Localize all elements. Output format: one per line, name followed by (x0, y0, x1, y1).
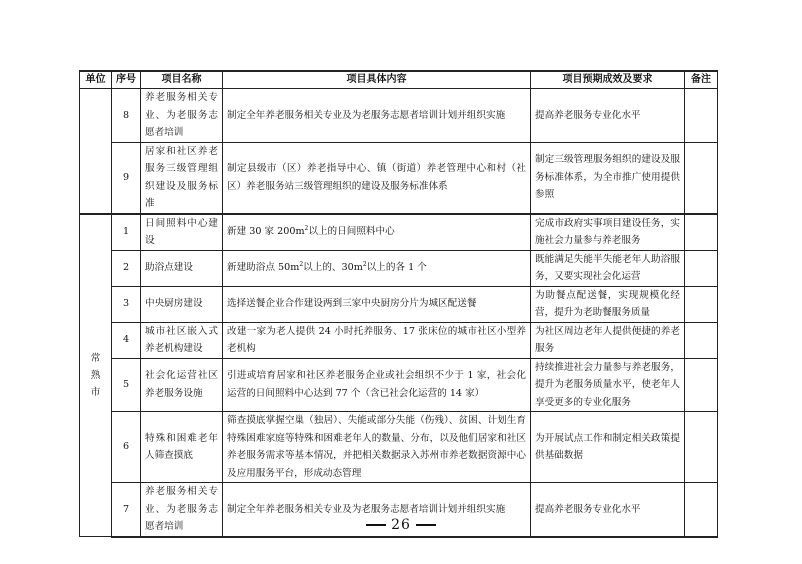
row-note (685, 142, 718, 214)
row-content: 引进或培育居家和社区养老服务企业或社会组织不少于 1 家，社会化运营的日间照料中心达到 77 个（含已社会化运营的 14 家） (223, 358, 531, 412)
row-name: 养老服务相关专业、为老服务志愿者培训 (141, 89, 223, 143)
row-seq: 6 (112, 412, 141, 483)
header-seq: 序号 (112, 71, 141, 89)
row-effect: 完成市政府实事项目建设任务，实施社会力量参与养老服务 (531, 214, 685, 251)
table-row (80, 250, 718, 286)
row-seq: 2 (112, 250, 141, 286)
content-text: 以上的各 1 个 (366, 262, 427, 274)
unit-cell-continued (80, 89, 112, 214)
row-content: 筛查摸底掌握空巢（独居）、失能或部分失能（伤残）、贫困、计划生育特殊困难家庭等特殊和困难老年人的数量、分布，以及他们居家和社区养老服务需求等基本情况，并把相关数据录入苏州市养老数据资源中心及应用服务平台，形成动态管理 (223, 412, 531, 483)
dash-left (366, 524, 386, 526)
row-content (223, 214, 531, 251)
row-effect: 为助餐点配送餐，实现规模化经营，提升为老助餐服务质量 (531, 286, 685, 322)
row-note (685, 286, 718, 322)
page-number (0, 517, 802, 533)
header-content: 项目具体内容 (223, 71, 531, 89)
table-row (80, 412, 718, 483)
row-note (685, 250, 718, 286)
row-note (685, 412, 718, 483)
header-unit: 单位 (80, 71, 112, 89)
row-note (685, 214, 718, 251)
superscript: 2 (299, 261, 304, 269)
row-seq: 1 (112, 214, 141, 251)
header-effect: 项目预期成效及要求 (531, 71, 685, 89)
row-effect: 为开展试点工作和制定相关政策提供基础数据 (531, 412, 685, 483)
row-effect: 提高养老服务专业化水平 (531, 483, 685, 537)
row-name: 城市社区嵌入式养老机构建设 (141, 322, 223, 358)
row-name: 养老服务相关专业、为老服务志愿者培训 (141, 483, 223, 537)
row-seq: 9 (112, 142, 141, 214)
table-row (80, 322, 718, 358)
table-row (80, 142, 718, 214)
row-note (685, 358, 718, 412)
table-row (80, 358, 718, 412)
row-name: 社会化运营社区养老服务设施 (141, 358, 223, 412)
unit-cell: 常熟市 (80, 214, 112, 537)
row-name: 日间照料中心建设 (141, 214, 223, 251)
header-name: 项目名称 (141, 71, 223, 89)
row-name: 特殊和困难老年人筛查摸底 (141, 412, 223, 483)
table-row (80, 89, 718, 143)
row-effect: 为社区周边老年人提供便捷的养老服务 (531, 322, 685, 358)
row-seq: 8 (112, 89, 141, 143)
header-note: 备注 (685, 71, 718, 89)
superscript: 2 (362, 261, 367, 269)
content-text: 以上的日间照料中心 (308, 226, 395, 238)
row-seq: 7 (112, 483, 141, 537)
row-name: 中央厨房建设 (141, 286, 223, 322)
row-seq: 5 (112, 358, 141, 412)
table-header-row (80, 71, 718, 89)
row-note (685, 89, 718, 143)
content-text: 以上的、30m (303, 262, 363, 274)
dash-right (416, 524, 436, 526)
row-content: 制定县级市（区）养老指导中心、镇（街道）养老管理中心和村（社区）养老服务站三级管理组织的建设及服务标准体系 (223, 142, 531, 214)
page-number-text: 26 (391, 517, 411, 533)
row-effect: 既能满足失能半失能老年人助浴服务，又要实现社会化运营 (531, 250, 685, 286)
table-row (80, 286, 718, 322)
content-text: 新建 30 家 200m (227, 226, 305, 238)
row-effect: 制定三级管理服务组织的建设及服务标准体系，为全市推广使用提供参照 (531, 142, 685, 214)
row-content: 选择送餐企业合作建设两到三家中央厨房分片为城区配送餐 (223, 286, 531, 322)
row-effect: 提高养老服务专业化水平 (531, 89, 685, 143)
table-row (80, 214, 718, 251)
row-content (223, 250, 531, 286)
row-name: 助浴点建设 (141, 250, 223, 286)
row-content: 制定全年养老服务相关专业及为老服务志愿者培训计划并组织实施 (223, 483, 531, 537)
project-table (79, 70, 718, 538)
row-content: 制定全年养老服务相关专业及为老服务志愿者培训计划并组织实施 (223, 89, 531, 143)
row-seq: 4 (112, 322, 141, 358)
row-effect: 持续推进社会力量参与养老服务，提升为老服务质量水平，使老年人享受更多的专业化服务 (531, 358, 685, 412)
row-content: 改建一家为老人提供 24 小时托养服务、17 张床位的城市社区小型养老机构 (223, 322, 531, 358)
row-note (685, 322, 718, 358)
superscript: 2 (304, 225, 309, 233)
row-seq: 3 (112, 286, 141, 322)
content-text: 新建助浴点 50m (227, 262, 300, 274)
row-name: 居家和社区养老服务三级管理组织建设及服务标准 (141, 142, 223, 214)
